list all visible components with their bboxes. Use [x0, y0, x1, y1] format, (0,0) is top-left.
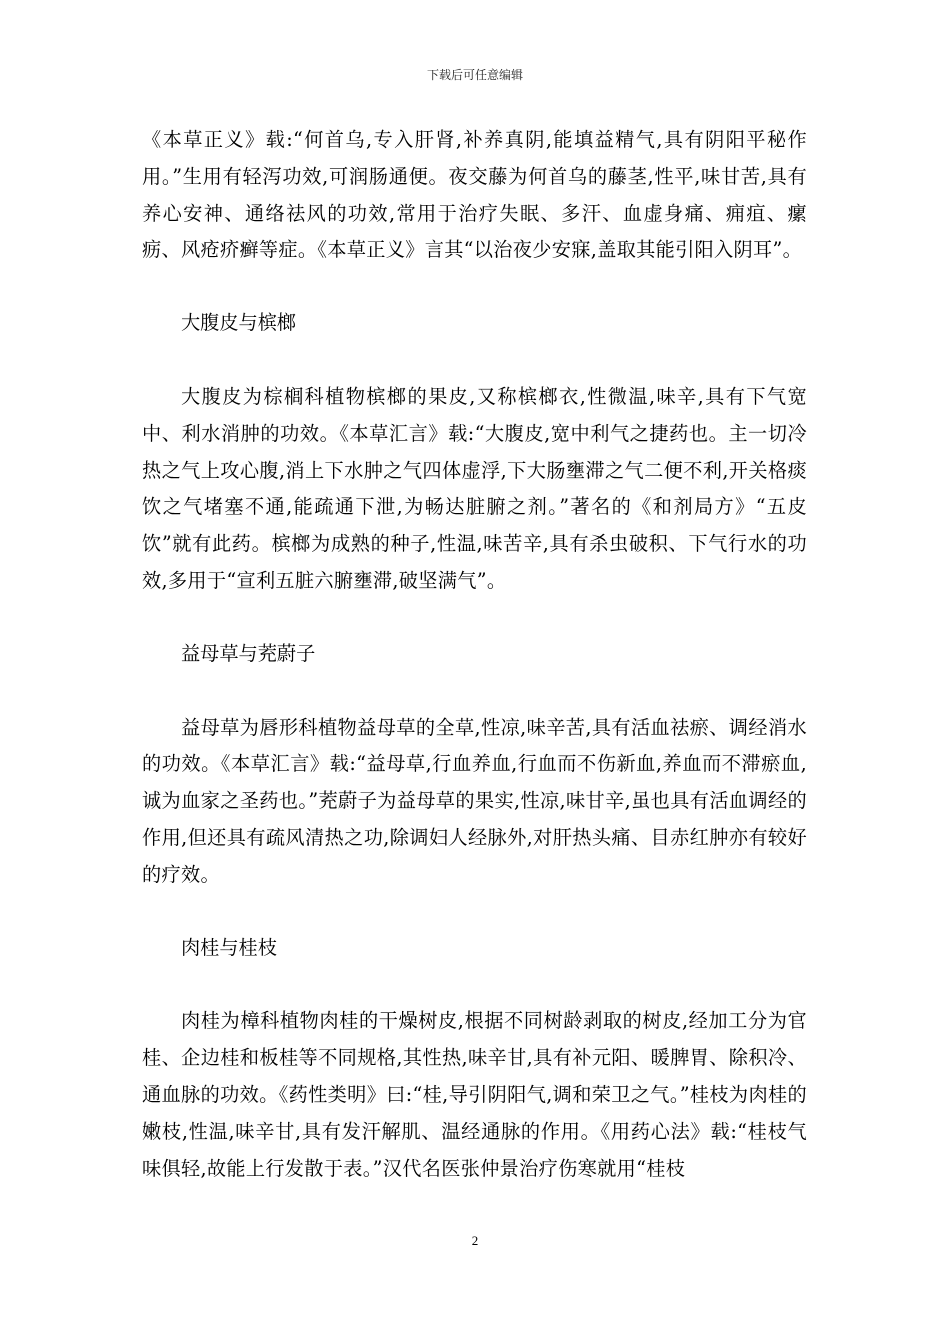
section-heading-dafupi: 大腹皮与槟榔	[181, 311, 297, 335]
paragraph-rougui: 肉桂为樟科植物肉桂的干燥树皮,根据不同树龄剥取的树皮,经加工分为官桂、企边桂和板桂等不同规格,其性热,味辛甘,具有补元阳、暖脾胃、除积冷、通血脉的功效。《药性类明》曰:“桂,导引阴阳气,调和荣卫之气。”桂枝为肉桂的嫩枝,性温,味辛甘,具有发汗解肌、温经通脉的作用。《用药心法》载:“桂枝气味俱轻,故能上行发散于表。”汉代名医张仲景治疗伤寒就用“桂枝	[142, 1009, 807, 1180]
paragraph-heshouwu: 《本草正义》载:“何首乌,专入肝肾,补养真阴,能填益精气,具有阴阳平秘作用。”生用有轻泻功效,可润肠通便。夜交藤为何首乌的藤茎,性平,味甘苦,具有养心安神、通络祛风的功效,常用于治疗失眠、多汗、血虚身痛、痈疽、瘰疬、风疮疥癣等症。《本草正义》言其“以治夜少安寐,盖取其能引阳入阴耳”。	[142, 128, 807, 262]
section-heading-rougui: 肉桂与桂枝	[181, 935, 277, 959]
paragraph-dafupi: 大腹皮为棕榈科植物槟榔的果皮,又称槟榔衣,性微温,味辛,具有下气宽中、利水消肿的功效。《本草汇言》载:“大腹皮,宽中利气之捷药也。主一切冷热之气上攻心腹,消上下水肿之气四体虚浮,下大肠壅滞之气二便不利,开关格痰饮之气堵塞不通,能疏通下泄,为畅达脏腑之剂。”著名的《和剂局方》“五皮饮”就有此药。槟榔为成熟的种子,性温,味苦辛,具有杀虫破积、下气行水的功效,多用于“宣利五脏六腑壅滞,破坚满气”。	[142, 384, 807, 592]
document-body	[142, 122, 807, 1187]
page-number: 2	[471, 1233, 479, 1248]
paragraph-yimucao: 益母草为唇形科植物益母草的全草,性凉,味辛苦,具有活血祛瘀、调经消水的功效。《本草汇言》载:“益母草,行血养血,行血而不伤新血,养血而不滞瘀血,诚为血家之圣药也。”茺蔚子为益母草的果实,性凉,味甘辛,虽也具有活血调经的作用,但还具有疏风清热之功,除调妇人经脉外,对肝热头痛、目赤红肿亦有较好的疗效。	[142, 715, 807, 886]
page-header: 下载后可任意编辑	[426, 68, 523, 82]
section-heading-yimucao: 益母草与茺蔚子	[181, 641, 316, 665]
